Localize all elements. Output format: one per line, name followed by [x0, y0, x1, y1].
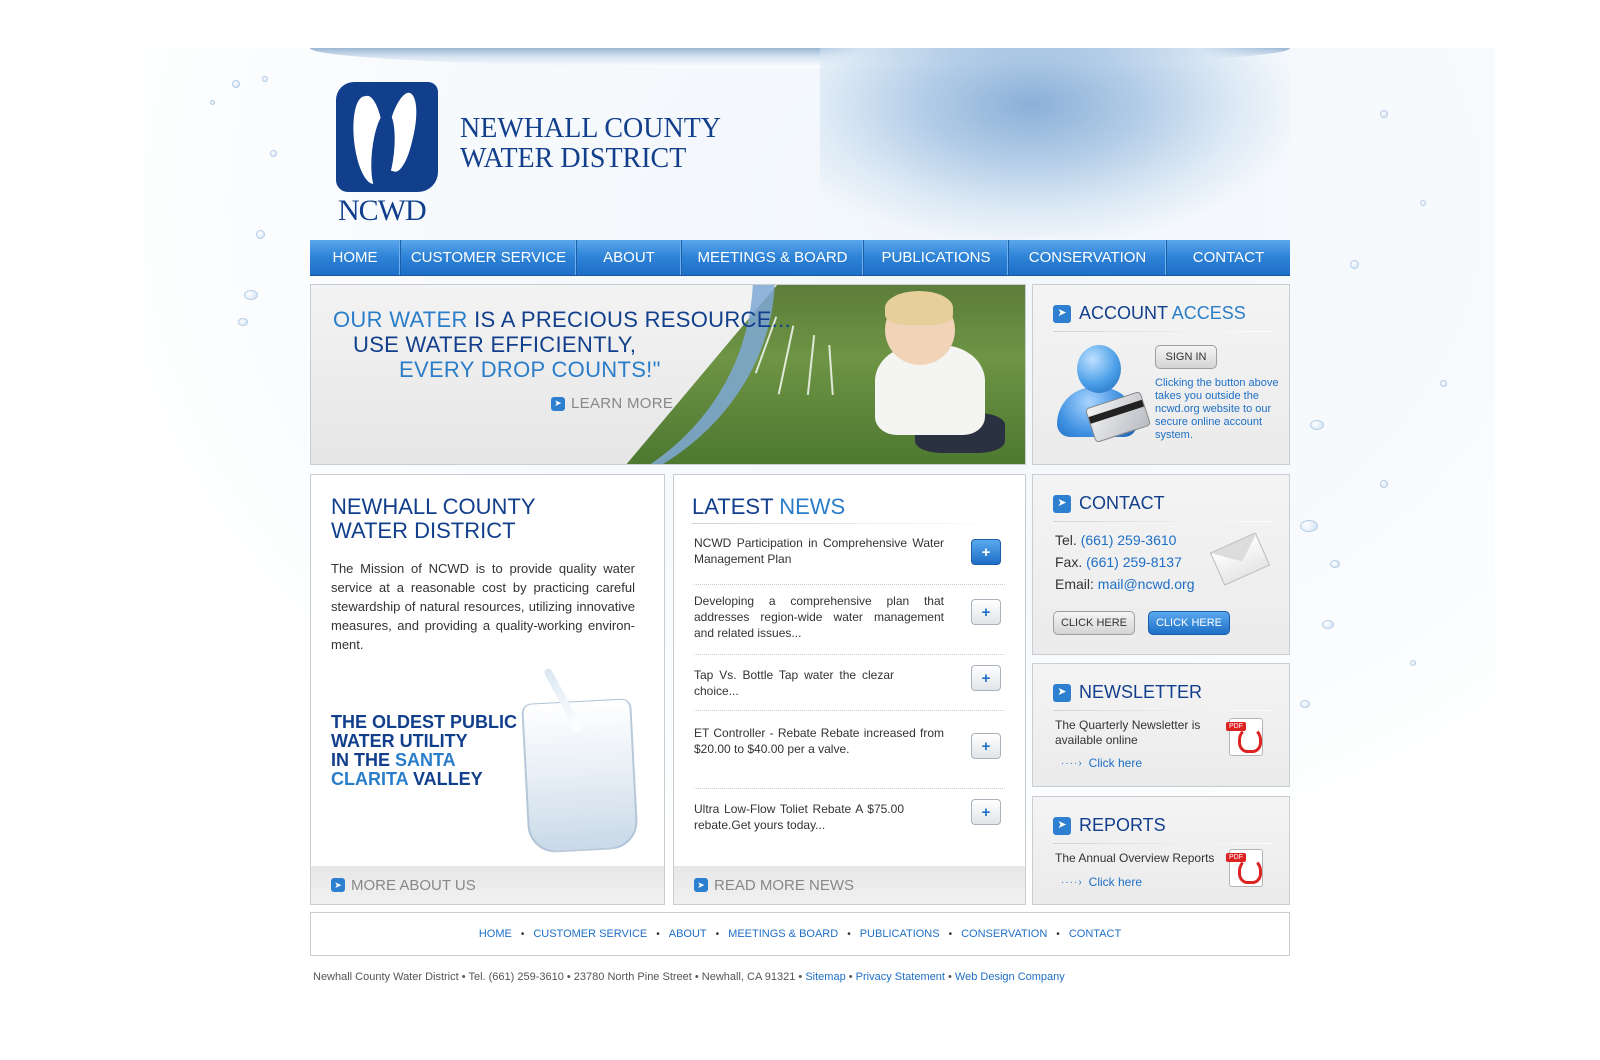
reports-title [1053, 815, 1166, 836]
footer-nav-publications[interactable]: PUBLICATIONS [859, 928, 940, 940]
reports-text: The Annual Overview Reports [1055, 851, 1215, 865]
fax-link[interactable]: (661) 259-8137 [1086, 554, 1182, 570]
oldest-utility-tagline [331, 713, 517, 789]
news-item-text: ET Controller - Rebate Rebate increased from $20.00 to $40.00 per a valve. [694, 726, 944, 756]
tel-link[interactable]: (661) 259-3610 [1080, 532, 1177, 548]
news-item [694, 801, 1005, 841]
pdf-tag: PDF [1226, 853, 1246, 862]
newsletter-link[interactable]: Click here [1088, 756, 1143, 770]
brand-name-line2: WATER DISTRICT [460, 143, 687, 174]
pdf-icon[interactable] [1229, 849, 1263, 887]
water-glass-image [521, 698, 639, 854]
more-about-us-label: MORE ABOUT US [351, 876, 476, 894]
footer-nav-meetings-board[interactable]: MEETINGS & BOARD [728, 928, 839, 940]
logo-text: NCWD [338, 194, 426, 227]
news-expand-button[interactable]: + [971, 665, 1001, 691]
contact-details [1055, 529, 1194, 595]
news-title-part2: NEWS [779, 494, 846, 519]
read-more-news-link[interactable] [674, 866, 1025, 904]
divider [1053, 710, 1273, 711]
divider [1053, 843, 1273, 844]
nav-publications[interactable]: PUBLICATIONS [864, 240, 1009, 275]
fax-label: Fax. [1055, 554, 1083, 570]
news-item-text: Tap Vs. Bottle Tap water the clezar choice... [694, 668, 894, 698]
learn-more-label: LEARN MORE [571, 395, 674, 412]
news-expand-button[interactable]: + [971, 733, 1001, 759]
hero-slogan [333, 307, 791, 382]
hero-line1-highlight: OUR WATER [333, 307, 468, 332]
account-title-part1: ACCOUNT [1079, 303, 1168, 323]
reports-click-here[interactable] [1061, 875, 1142, 889]
news-expand-button[interactable]: + [971, 799, 1001, 825]
about-title-line1: NEWHALL COUNTY [331, 494, 536, 519]
news-item [694, 725, 1005, 789]
main-nav [310, 240, 1290, 276]
contact-box [1032, 474, 1290, 655]
nav-conservation[interactable]: CONSERVATION [1009, 240, 1167, 275]
copyright-line: Newhall County Water District • Tel. (661) 259-3610 • 23780 North Pine Street • Newhall, CA 91321 • Sitemap • Privacy Statement • Web Design Company [313, 971, 1065, 983]
web-design-company-link[interactable]: Web Design Company [954, 971, 1065, 983]
footer-nav-home[interactable]: HOME [478, 928, 512, 940]
newsletter-title-label: NEWSLETTER [1079, 682, 1203, 702]
email-link[interactable]: mail@ncwd.org [1097, 576, 1195, 592]
footer-nav-contact[interactable]: CONTACT [1068, 928, 1122, 940]
read-more-news-label: READ MORE NEWS [714, 876, 855, 894]
email-label: Email: [1055, 576, 1094, 592]
contact-title [1053, 493, 1165, 514]
newsletter-click-here[interactable] [1061, 756, 1142, 770]
divider [1053, 331, 1273, 332]
oldest-line3a: IN THE [331, 750, 396, 770]
arrow-right-icon: ➤ [1053, 684, 1071, 702]
reports-link[interactable]: Click here [1088, 875, 1143, 889]
account-access-title [1053, 303, 1246, 324]
logo-mark [336, 82, 438, 192]
hero-line3: EVERY DROP COUNTS!" [399, 357, 661, 382]
dotted-arrow-icon: ····› [1061, 757, 1083, 769]
news-item [694, 535, 1005, 585]
sitemap-link[interactable]: Sitemap [805, 971, 846, 983]
mission-statement: The Mission of NCWD is to provide quality water service at a reasonable cost by practicing careful stewardship of natural resources, utilizing innovative measures, and providing a quality-working environ-ment. [331, 561, 635, 652]
footer-nav-about[interactable]: ABOUT [668, 928, 707, 940]
oldest-line4b: VALLEY [407, 769, 483, 789]
nav-home[interactable]: HOME [310, 240, 401, 275]
news-item [694, 593, 1005, 655]
news-item-text: Ultra Low-Flow Toliet Rebate A $75.00 rebate.Get yours today... [694, 802, 904, 832]
oldest-line4a: CLARITA [331, 769, 408, 789]
newsletter-text: The Quarterly Newsletter is available online [1055, 718, 1201, 747]
account-description: Clicking the button above takes you outside the ncwd.org website to our secure online account system. [1155, 377, 1279, 441]
news-item-text: NCWD Participation in Comprehensive Water Management Plan [694, 536, 944, 566]
address-text: Newhall County Water District • Tel. (661) 259-3610 • 23780 North Pine Street • Newhall, CA 91321 • [313, 971, 803, 983]
oldest-line2: WATER UTILITY [331, 731, 468, 751]
water-splash-image [820, 48, 1290, 238]
reports-title-label: REPORTS [1079, 815, 1166, 835]
contact-click-here-button[interactable]: CLICK HERE [1053, 611, 1135, 635]
brand-name-line1: NEWHALL COUNTY [460, 113, 722, 144]
hero-line1-rest: IS A PRECIOUS RESOURCE... [467, 307, 791, 332]
arrow-right-icon: ➤ [551, 397, 565, 411]
contact-title-label: CONTACT [1079, 493, 1165, 513]
oldest-line1: THE OLDEST PUBLIC [331, 712, 518, 732]
nav-contact[interactable]: CONTACT [1192, 249, 1265, 266]
hero-line2: USE WATER EFFICIENTLY, [353, 332, 637, 357]
news-expand-button[interactable]: + [971, 599, 1001, 625]
footer-nav-conservation[interactable]: CONSERVATION [961, 928, 1048, 940]
brand-name [460, 114, 721, 174]
site-header [310, 48, 1290, 238]
envelope-icon [1210, 532, 1270, 585]
arrow-right-icon: ➤ [1053, 495, 1071, 513]
nav-about[interactable]: ABOUT [577, 240, 682, 275]
latest-news-box [673, 474, 1026, 905]
user-account-icon [1053, 343, 1149, 443]
arrow-right-icon: ➤ [1053, 817, 1071, 835]
tel-label: Tel. [1055, 532, 1077, 548]
footer-nav: HOME • CUSTOMER SERVICE • ABOUT • MEETINGS & BOARD • PUBLICATIONS • CONSERVATION • CONTACT [310, 912, 1290, 956]
contact-click-here-button-blue[interactable]: CLICK HERE [1148, 611, 1230, 635]
oldest-line3b: SANTA [395, 750, 456, 770]
account-access-box [1032, 284, 1290, 465]
divider [692, 523, 1007, 524]
dotted-arrow-icon: ····› [1061, 876, 1083, 888]
about-box [310, 474, 665, 905]
learn-more-link[interactable] [551, 395, 673, 412]
divider [1053, 521, 1273, 522]
sign-in-button[interactable]: SIGN IN [1155, 345, 1217, 369]
nav-meetings-board[interactable]: MEETINGS & BOARD [682, 240, 864, 275]
newsletter-title [1053, 682, 1202, 703]
about-title [331, 495, 536, 543]
arrow-right-icon: ➤ [1053, 305, 1071, 323]
hero-banner [310, 284, 1026, 465]
account-title-part2: ACCESS [1171, 303, 1246, 323]
pdf-tag: PDF [1226, 722, 1246, 731]
reports-box [1032, 796, 1290, 905]
about-title-line2: WATER DISTRICT [331, 518, 516, 543]
pdf-icon[interactable] [1229, 718, 1263, 756]
news-title-part1: LATEST [692, 494, 774, 519]
news-expand-button[interactable]: + [971, 539, 1001, 565]
footer-nav-customer-service[interactable]: CUSTOMER SERVICE [533, 928, 648, 940]
newsletter-box [1032, 663, 1290, 787]
more-about-us-link[interactable] [311, 866, 664, 904]
nav-customer-service[interactable]: CUSTOMER SERVICE [401, 240, 577, 275]
arrow-right-icon: ➤ [694, 878, 708, 892]
ncwd-logo[interactable] [336, 82, 440, 232]
news-item [694, 667, 1005, 711]
privacy-statement-link[interactable]: Privacy Statement [855, 971, 945, 983]
news-item-text: Developing a comprehensive plan that addresses region-wide water management and related issues... [694, 594, 944, 640]
arrow-right-icon: ➤ [331, 878, 345, 892]
latest-news-title [692, 495, 845, 519]
